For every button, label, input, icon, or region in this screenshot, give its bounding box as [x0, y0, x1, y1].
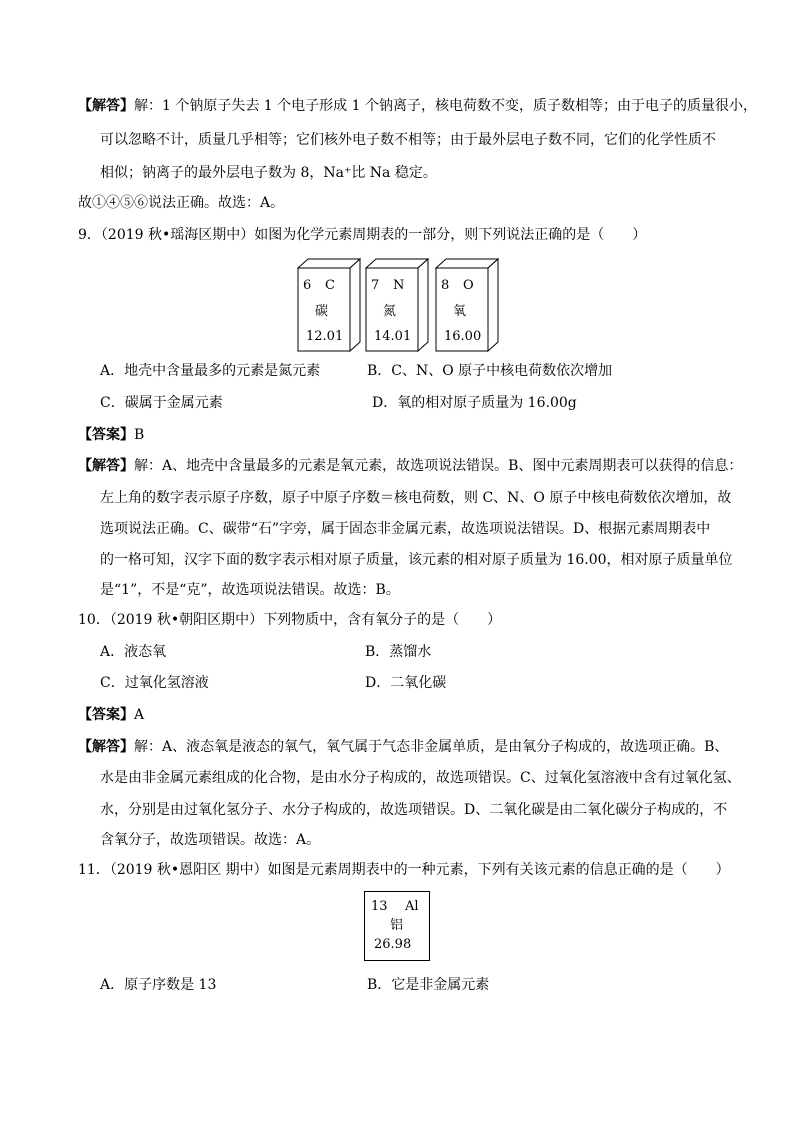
- q10-expl-line3: 水，分别是由过氧化氢分子、水分子构成的，故选项错误。D、二氧化碳是由二氧化碳分子构成的，不: [100, 802, 728, 818]
- element-symbol: Al: [405, 899, 419, 914]
- element-name: 氧: [453, 304, 467, 319]
- atomic-mass: 26.98: [374, 937, 412, 952]
- q10-option-b: B．蒸馏水: [365, 644, 432, 660]
- q9-expl-line1: [78, 456, 742, 476]
- atomic-mass: 12.01: [306, 329, 344, 344]
- q10-stem: 10．（2019 秋•朝阳区期中）下列物质中，含有氧分子的是（ ）: [78, 612, 502, 628]
- q10-answer: [78, 705, 144, 725]
- atomic-number: 7: [371, 278, 380, 293]
- q10-expl-line2: 水是由非金属元素组成的化合物，是由水分子构成的，故选项错误。C、过氧化氢溶液中含有过氧化氢、: [100, 770, 741, 786]
- element-symbol: C: [325, 278, 335, 293]
- atomic-mass: 14.01: [374, 329, 412, 344]
- element-cell-oxygen: [435, 258, 499, 352]
- answer-label: 【答案】: [78, 427, 134, 443]
- block1-line2: 可以忽略不计，质量几乎相等；它们核外电子数不相等；由于最外层电子数不同，它们的化学性质不: [100, 132, 716, 148]
- q9-option-a: A．地壳中含量最多的元素是氮元素: [100, 363, 321, 379]
- q9-option-c: C．碳属于金属元素: [100, 395, 223, 411]
- q9-expl-text1: 解：A、地壳中含量最多的元素是氧元素，故选项说法错误。B、图中元素周期表可以获得的信息：: [134, 458, 743, 474]
- element-cell-aluminum: [364, 891, 430, 961]
- element-symbol: O: [463, 278, 474, 293]
- solution-label: 【解答】: [78, 98, 134, 114]
- block1-line4: 故①④⑤⑥说法正确。故选：A。: [78, 195, 285, 211]
- element-cell-nitrogen: [365, 258, 429, 352]
- element-name: 碳: [315, 304, 329, 319]
- q11-option-b: B．它是非金属元素: [367, 977, 490, 993]
- block1-line1: [78, 96, 757, 116]
- q10-option-c: C．过氧化氢溶液: [100, 675, 209, 691]
- q10-expl-line4: 含氧分子，故选项错误。故选：A。: [100, 832, 321, 848]
- q9-answer: [78, 425, 144, 445]
- answer-value: A: [134, 707, 145, 723]
- q10-expl-line1: [78, 737, 728, 757]
- q9-option-d: D．氧的相对原子质量为 16.00g: [372, 395, 577, 411]
- element-name: 铝: [390, 918, 404, 933]
- q9-stem: 9．（2019 秋•瑶海区期中）如图为化学元素周期表的一部分，则下列说法正确的是（ ）: [78, 227, 647, 243]
- q11-stem: 11．（2019 秋•恩阳区 期中）如图是元素周期表中的一种元素，下列有关该元素的信息正确的是（ ）: [78, 862, 730, 878]
- block1-text1: 解：1 个钠原子失去 1 个电子形成 1 个钠离子，核电荷数不变，质子数相等；由于电子的质量很小，: [134, 98, 757, 114]
- solution-label: 【解答】: [78, 458, 134, 474]
- answer-value: B: [134, 427, 145, 443]
- element-name: 氮: [383, 304, 397, 319]
- q9-expl-line4: 的一格可知，汉字下面的数字表示相对原子质量，该元素的相对原子质量为 16.00，相对原子质量单位: [100, 552, 733, 568]
- q9-expl-line5: 是“1”，不是“克”，故选项说法错误。故选：B。: [100, 582, 400, 598]
- q10-option-a: A．液态氧: [100, 644, 167, 660]
- solution-label: 【解答】: [78, 739, 134, 755]
- element-symbol: N: [393, 278, 405, 293]
- q9-expl-line3: 选项说法正确。C、碳带“石”字旁，属于固态非金属元素，故选项说法错误。D、根据元素周期表中: [100, 521, 711, 537]
- atomic-number: 6: [303, 278, 312, 293]
- atomic-mass: 16.00: [444, 329, 482, 344]
- atomic-number: 8: [441, 278, 450, 293]
- block1-line3: 相似；钠离子的最外层电子数为 8，Na⁺比 Na 稳定。: [100, 165, 437, 181]
- element-cell-carbon: [297, 258, 361, 352]
- q11-option-a: A．原子序数是 13: [100, 977, 217, 993]
- q10-option-d: D．二氧化碳: [365, 675, 447, 691]
- answer-label: 【答案】: [78, 707, 134, 723]
- q10-expl-text1: 解：A、液态氧是液态的氧气，氧气属于气态非金属单质，是由氧分子构成的，故选项正确。B、: [134, 739, 729, 755]
- q9-expl-line2: 左上角的数字表示原子序数，原子中原子序数＝核电荷数，则 C、N、O 原子中核电荷数依次增加，故: [100, 490, 732, 506]
- atomic-number: 13: [371, 899, 388, 914]
- q9-option-b: B．C、N、O 原子中核电荷数依次增加: [367, 363, 613, 379]
